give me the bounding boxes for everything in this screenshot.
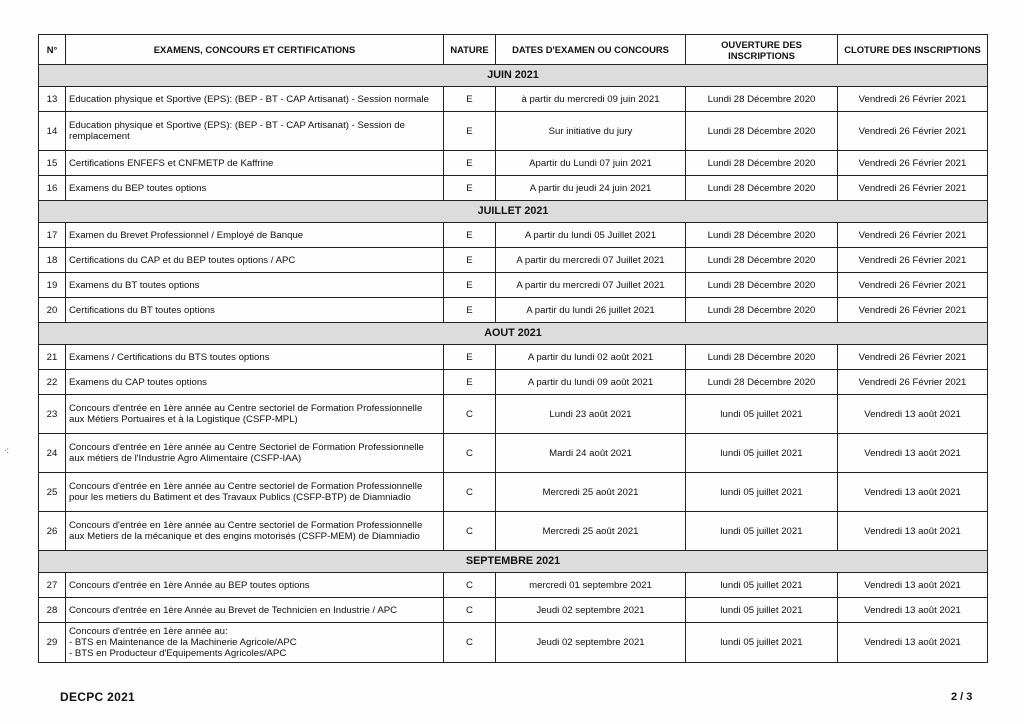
registration-open: Lundi 28 Décembre 2020: [686, 273, 838, 298]
exam-date: à partir du mercredi 09 juin 2021: [496, 87, 686, 112]
exam-date: Mercredi 25 août 2021: [496, 473, 686, 512]
exam-date: mercredi 01 septembre 2021: [496, 573, 686, 598]
nature-code: E: [444, 273, 496, 298]
exam-name-line: aux Métiers Portuaires et à la Logistique (CSFP-MPL): [69, 414, 298, 425]
exam-name: [66, 395, 444, 434]
registration-open: lundi 05 juillet 2021: [686, 395, 838, 434]
exam-name: [66, 151, 444, 176]
exam-name: [66, 223, 444, 248]
nature-code: E: [444, 248, 496, 273]
row-number: 16: [39, 176, 66, 201]
exam-name: [66, 345, 444, 370]
exam-name-line: - BTS en Producteur d'Equipements Agricoles/APC: [69, 648, 287, 659]
exam-name: [66, 112, 444, 151]
row-number: 29: [39, 623, 66, 663]
header-open: OUVERTURE DES INSCRIPTIONS: [686, 35, 838, 65]
row-number: 14: [39, 112, 66, 151]
nature-code: E: [444, 370, 496, 395]
exam-name-line: - BTS en Maintenance de la Machinerie Agricole/APC: [69, 637, 297, 648]
exam-date: Jeudi 02 septembre 2021: [496, 598, 686, 623]
header-nature: NATURE: [444, 35, 496, 65]
month-row: [39, 323, 988, 345]
row-number: 23: [39, 395, 66, 434]
table-row: [39, 176, 988, 201]
registration-close: Vendredi 26 Février 2021: [838, 298, 988, 323]
footer-page-number: 2 / 3: [951, 691, 973, 703]
registration-close: Vendredi 13 août 2021: [838, 434, 988, 473]
row-number: 22: [39, 370, 66, 395]
exam-name-line: Concours d'entrée en 1ère année au Centre sectoriel de Formation Professionnelle: [69, 481, 423, 492]
exam-name-line: Education physique et Sportive (EPS): (BEP - BT - CAP Artisanat) - Session normale: [69, 93, 429, 105]
exam-date: A partir du mercredi 07 Juillet 2021: [496, 248, 686, 273]
nature-code: C: [444, 573, 496, 598]
exam-calendar-table: [38, 34, 988, 663]
row-number: 26: [39, 512, 66, 551]
exam-date: Lundi 23 août 2021: [496, 395, 686, 434]
exam-date: A partir du lundi 02 août 2021: [496, 345, 686, 370]
exam-date: Jeudi 02 septembre 2021: [496, 623, 686, 663]
exam-name-line: Examens du BEP toutes options: [69, 182, 207, 194]
registration-close: Vendredi 26 Février 2021: [838, 345, 988, 370]
row-number: 13: [39, 87, 66, 112]
exam-date: Sur initiative du jury: [496, 112, 686, 151]
registration-open: Lundi 28 Décembre 2020: [686, 223, 838, 248]
registration-open: lundi 05 juillet 2021: [686, 434, 838, 473]
row-number: 20: [39, 298, 66, 323]
registration-close: Vendredi 13 août 2021: [838, 598, 988, 623]
row-number: 17: [39, 223, 66, 248]
header-close: CLOTURE DES INSCRIPTIONS: [838, 35, 988, 65]
nature-code: E: [444, 112, 496, 151]
nature-code: C: [444, 473, 496, 512]
exam-date: A partir du lundi 05 Juillet 2021: [496, 223, 686, 248]
nature-code: C: [444, 598, 496, 623]
registration-close: Vendredi 13 août 2021: [838, 573, 988, 598]
exam-name-line: Certifications ENFEFS et CNFMETP de Kaffrine: [69, 157, 274, 169]
month-label: AOUT 2021: [39, 323, 988, 345]
nature-code: E: [444, 345, 496, 370]
scan-mark: ·:: [4, 446, 9, 455]
exam-name: [66, 598, 444, 623]
table-body: [39, 65, 988, 663]
exam-name-line: Education physique et Sportive (EPS): (BEP - BT - CAP Artisanat) - Session de: [69, 120, 405, 131]
registration-open: lundi 05 juillet 2021: [686, 573, 838, 598]
table-row: [39, 370, 988, 395]
exam-name-line: Concours d'entrée en 1ère année au Centre sectoriel de Formation Professionnelle: [69, 520, 423, 531]
exam-name-line: Concours d'entrée en 1ère année au Centre sectoriel de Formation Professionnelle: [69, 403, 423, 414]
registration-open: Lundi 28 Décembre 2020: [686, 176, 838, 201]
nature-code: C: [444, 623, 496, 663]
table-row: [39, 623, 988, 663]
exam-date: Mercredi 25 août 2021: [496, 512, 686, 551]
exam-name-line: aux Metiers de la mécanique et des engins motorisés (CSFP-MEM) de Diamniadio: [69, 531, 420, 542]
nature-code: C: [444, 434, 496, 473]
row-number: 27: [39, 573, 66, 598]
registration-close: Vendredi 26 Février 2021: [838, 151, 988, 176]
registration-open: lundi 05 juillet 2021: [686, 623, 838, 663]
registration-open: Lundi 28 Décembre 2020: [686, 370, 838, 395]
exam-name-line: Examens du CAP toutes options: [69, 376, 207, 388]
exam-date: A partir du mercredi 07 Juillet 2021: [496, 273, 686, 298]
row-number: 25: [39, 473, 66, 512]
exam-name-line: remplacement: [69, 131, 130, 142]
nature-code: E: [444, 298, 496, 323]
exam-name-line: Examen du Brevet Professionnel / Employé de Banque: [69, 229, 304, 241]
table-row: [39, 473, 988, 512]
month-row: [39, 65, 988, 87]
month-label: SEPTEMBRE 2021: [39, 551, 988, 573]
exam-name: [66, 87, 444, 112]
header-num: N°: [39, 35, 66, 65]
exam-name: [66, 273, 444, 298]
month-label: JUILLET 2021: [39, 201, 988, 223]
header-exam: EXAMENS, CONCOURS ET CERTIFICATIONS: [66, 35, 444, 65]
exam-date: Mardi 24 août 2021: [496, 434, 686, 473]
registration-open: lundi 05 juillet 2021: [686, 473, 838, 512]
registration-close: Vendredi 26 Février 2021: [838, 248, 988, 273]
row-number: 15: [39, 151, 66, 176]
table-row: [39, 151, 988, 176]
row-number: 21: [39, 345, 66, 370]
exam-name: [66, 370, 444, 395]
table-row: [39, 112, 988, 151]
exam-name: [66, 512, 444, 551]
month-label: JUIN 2021: [39, 65, 988, 87]
table-row: [39, 223, 988, 248]
row-number: 24: [39, 434, 66, 473]
exam-name-line: Concours d'entrée en 1ère année au Centre Sectoriel de Formation Professionnelle: [69, 442, 424, 453]
exam-name: [66, 473, 444, 512]
registration-open: Lundi 28 Décembre 2020: [686, 248, 838, 273]
table-row: [39, 345, 988, 370]
exam-date: A partir du lundi 09 août 2021: [496, 370, 686, 395]
row-number: 28: [39, 598, 66, 623]
registration-close: Vendredi 26 Février 2021: [838, 87, 988, 112]
exam-name: [66, 248, 444, 273]
footer-org-label: DECPC 2021: [60, 690, 136, 704]
exam-name: [66, 176, 444, 201]
registration-close: Vendredi 13 août 2021: [838, 512, 988, 551]
table-row: [39, 434, 988, 473]
exam-name-line: aux métiers de l'Industrie Agro Alimentaire (CSFP-IAA): [69, 453, 302, 464]
exam-date: Apartir du Lundi 07 juin 2021: [496, 151, 686, 176]
table-header-row: [39, 35, 988, 65]
exam-name-line: Certifications du BT toutes options: [69, 304, 215, 316]
exam-name: [66, 573, 444, 598]
registration-open: Lundi 28 Décembre 2020: [686, 112, 838, 151]
table-row: [39, 87, 988, 112]
exam-name-line: Certifications du CAP et du BEP toutes options / APC: [69, 254, 296, 266]
registration-close: Vendredi 26 Février 2021: [838, 176, 988, 201]
header-dates: DATES D'EXAMEN OU CONCOURS: [496, 35, 686, 65]
table-row: [39, 395, 988, 434]
table-row: [39, 298, 988, 323]
registration-close: Vendredi 26 Février 2021: [838, 273, 988, 298]
registration-open: Lundi 28 Décembre 2020: [686, 87, 838, 112]
exam-name: [66, 434, 444, 473]
table-row: [39, 248, 988, 273]
table-row: [39, 273, 988, 298]
row-number: 18: [39, 248, 66, 273]
registration-close: Vendredi 13 août 2021: [838, 395, 988, 434]
table-row: [39, 573, 988, 598]
table-row: [39, 512, 988, 551]
registration-close: Vendredi 13 août 2021: [838, 623, 988, 663]
registration-close: Vendredi 13 août 2021: [838, 473, 988, 512]
exam-name: [66, 623, 444, 663]
registration-open: Lundi 28 Décembre 2020: [686, 345, 838, 370]
nature-code: E: [444, 176, 496, 201]
exam-calendar-sheet: [38, 34, 988, 663]
registration-open: lundi 05 juillet 2021: [686, 598, 838, 623]
registration-close: Vendredi 26 Février 2021: [838, 223, 988, 248]
registration-close: Vendredi 26 Février 2021: [838, 112, 988, 151]
exam-name-line: Examens / Certifications du BTS toutes options: [69, 351, 270, 363]
exam-name-line: Concours d'entrée en 1ère Année au BEP toutes options: [69, 579, 310, 591]
row-number: 19: [39, 273, 66, 298]
exam-name-line: pour les metiers du Batiment et des Travaux Publics (CSFP-BTP) de Diamniadio: [69, 492, 411, 503]
month-row: [39, 551, 988, 573]
exam-name: [66, 298, 444, 323]
exam-name-line: Concours d'entrée en 1ère Année au Brevet de Technicien en Industrie / APC: [69, 604, 398, 616]
registration-open: Lundi 28 Décembre 2020: [686, 151, 838, 176]
exam-date: A partir du lundi 26 juillet 2021: [496, 298, 686, 323]
nature-code: E: [444, 87, 496, 112]
exam-name-line: Examens du BT toutes options: [69, 279, 200, 291]
registration-open: Lundi 28 Décembre 2020: [686, 298, 838, 323]
nature-code: C: [444, 395, 496, 434]
registration-close: Vendredi 26 Février 2021: [838, 370, 988, 395]
nature-code: E: [444, 151, 496, 176]
exam-date: A partir du jeudi 24 juin 2021: [496, 176, 686, 201]
nature-code: C: [444, 512, 496, 551]
table-row: [39, 598, 988, 623]
month-row: [39, 201, 988, 223]
nature-code: E: [444, 223, 496, 248]
registration-open: lundi 05 juillet 2021: [686, 512, 838, 551]
exam-name-line: Concours d'entrée en 1ère année au:: [69, 626, 228, 637]
